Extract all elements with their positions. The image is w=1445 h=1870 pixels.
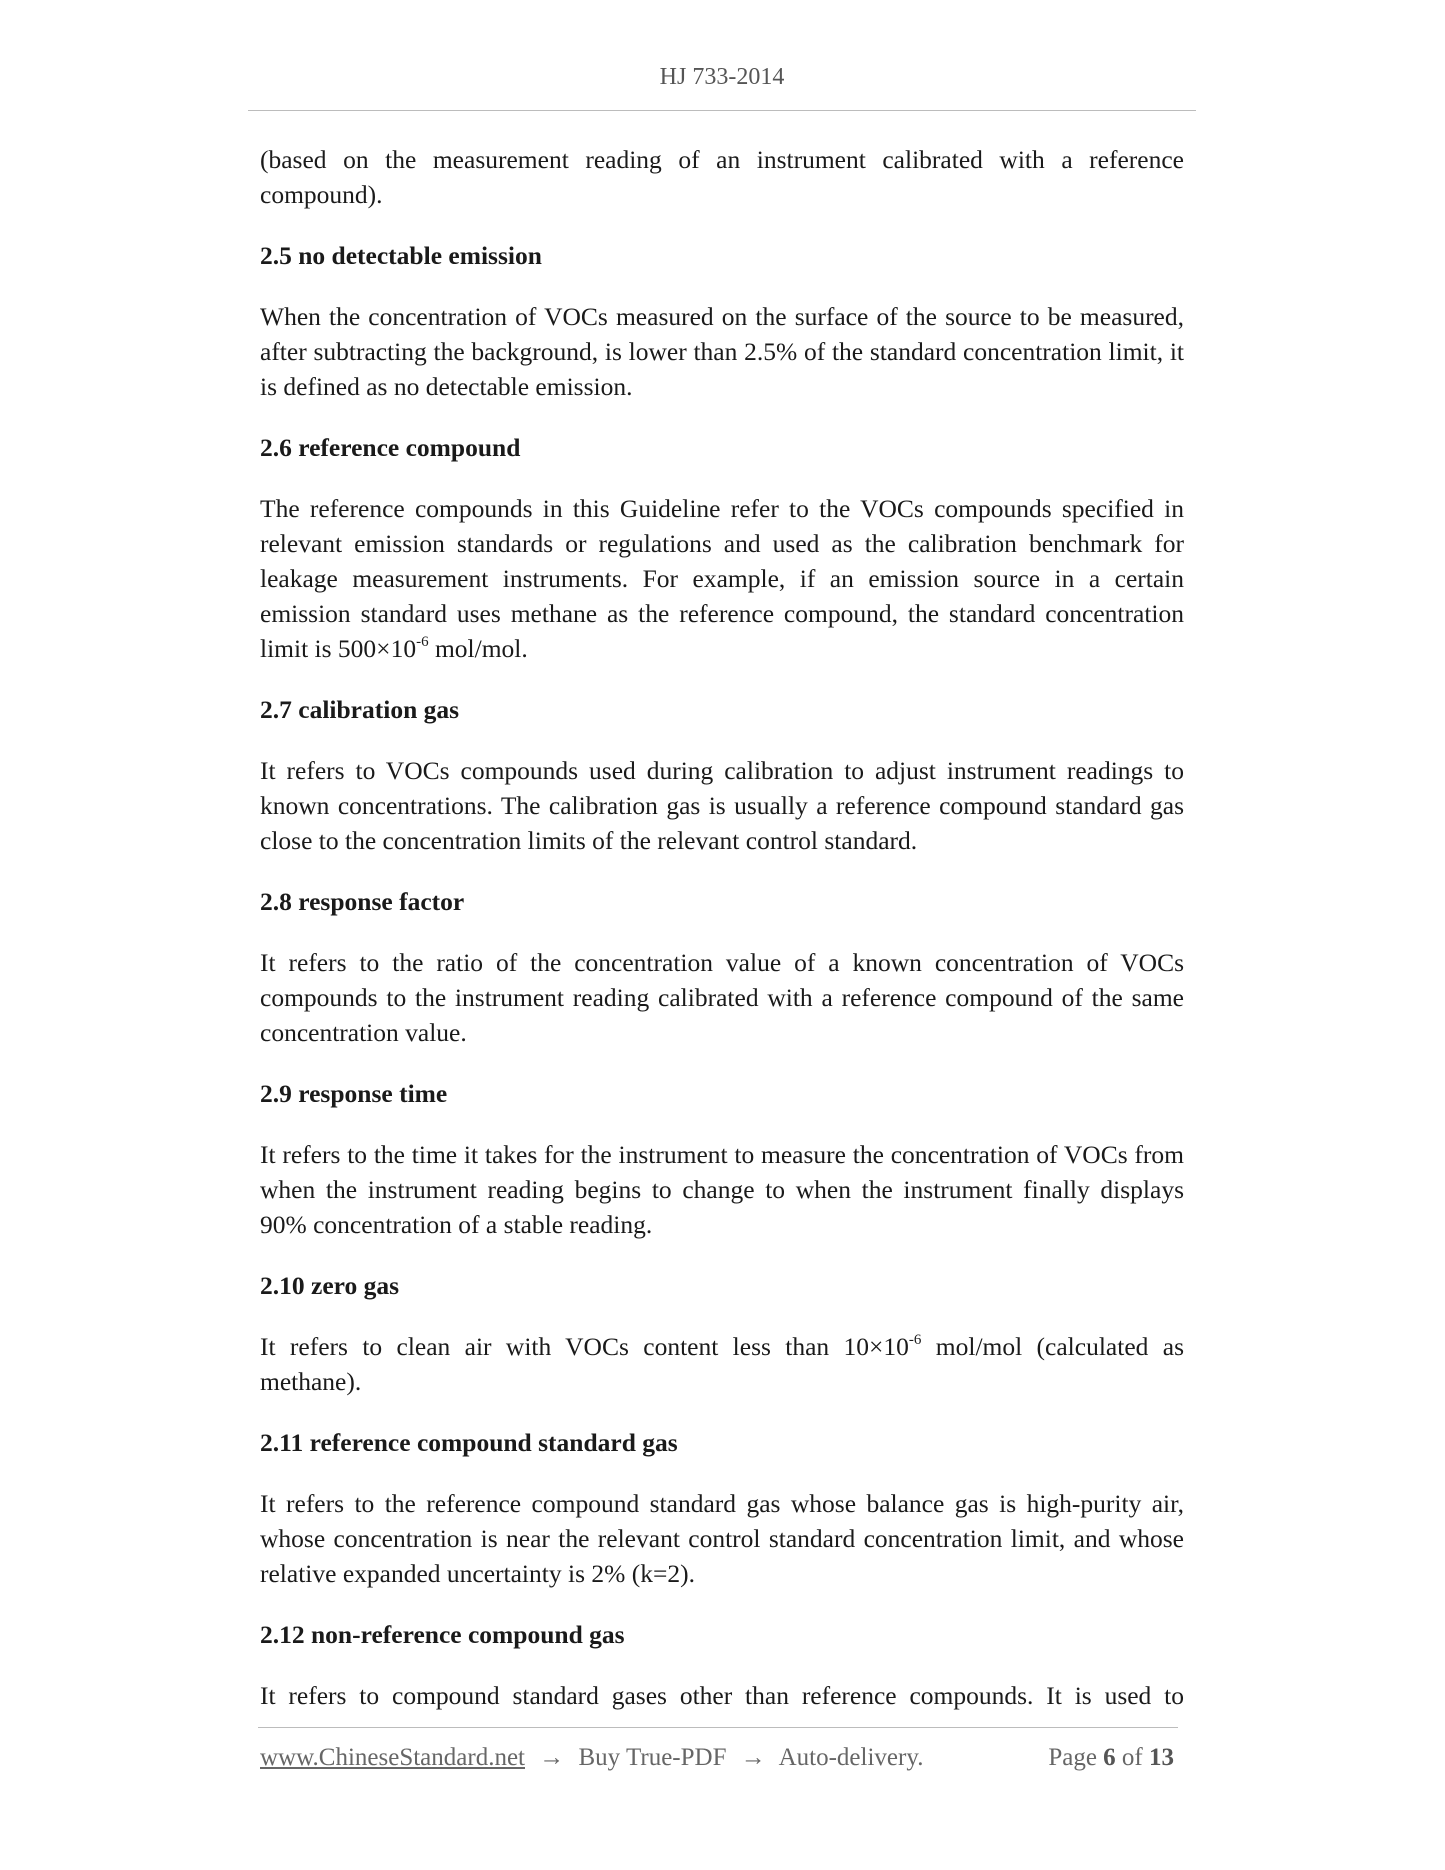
section-heading-2-10: 2.10 zero gas xyxy=(260,1271,400,1300)
page-footer xyxy=(260,1742,1174,1774)
auto-delivery-text: Auto-delivery. xyxy=(778,1744,924,1771)
header-divider xyxy=(248,110,1196,111)
footer-divider xyxy=(258,1727,1178,1728)
footer-promo xyxy=(260,1742,923,1774)
page-number xyxy=(1048,1742,1174,1774)
document-code: HJ 733-2014 xyxy=(659,64,785,90)
section-body-2-6-exponent: -6 xyxy=(416,634,429,650)
section-heading-2-8: 2.8 response factor xyxy=(260,887,465,916)
section-body-2-6-unit: mol/mol. xyxy=(428,634,528,663)
section-body-2-10-unit: mol/mol (calculated as methane). xyxy=(260,1332,1184,1396)
section-body-2-10 xyxy=(260,1329,1184,1399)
section-body-2-12: It refers to compound standard gases other than reference compounds. It is used to xyxy=(260,1681,1184,1710)
document-body xyxy=(260,142,1184,1713)
section-body-2-8: It refers to the ratio of the concentration value of a known concentration of VOCs compounds to the instrument reading calibrated with a reference compound of the same concentration value. xyxy=(260,948,1184,1047)
section-heading-2-5: 2.5 no detectable emission xyxy=(260,241,542,270)
section-body-2-7: It refers to VOCs compounds used during calibration to adjust instrument readings to known concentrations. The calibration gas is usually a reference compound standard gas close to the concentration limits of the relevant control standard. xyxy=(260,756,1184,855)
section-body-2-11: It refers to the reference compound standard gas whose balance gas is high-purity air, whose concentration is near the relevant control standard concentration limit, and whose relative expanded uncertainty is 2% (k=2). xyxy=(260,1489,1184,1588)
site-link[interactable]: www.ChineseStandard.net xyxy=(260,1744,525,1771)
arrow-right-icon: → xyxy=(539,1744,565,1771)
of-label: of xyxy=(1121,1744,1143,1771)
section-body-2-9: It refers to the time it takes for the instrument to measure the concentration of VOCs from when the instrument reading begins to change to when the instrument finally displays 90% concentration of a stable reading. xyxy=(260,1140,1184,1239)
page-current: 6 xyxy=(1103,1744,1116,1771)
page-label: Page xyxy=(1048,1744,1097,1771)
intro-paragraph: (based on the measurement reading of an instrument calibrated with a reference compound). xyxy=(260,145,1184,209)
buy-pdf-text: Buy True-PDF xyxy=(578,1744,727,1771)
section-body-2-5: When the concentration of VOCs measured on the surface of the source to be measured, after subtracting the background, is lower than 2.5% of the standard concentration limit, it is defined as no detectable emission. xyxy=(260,302,1184,401)
page-header xyxy=(248,64,1196,91)
page-total: 13 xyxy=(1149,1744,1174,1771)
section-heading-2-11: 2.11 reference compound standard gas xyxy=(260,1428,678,1457)
section-body-2-10-exponent: -6 xyxy=(908,1332,922,1348)
section-body-2-6-text: The reference compounds in this Guideline refer to the VOCs compounds specified in relevant emission standards or regulations and used as the calibration benchmark for leakage measurement instruments. For example, if an emission source in a certain emission standard uses methane as the reference compound, the standard concentration limit is 500×10 xyxy=(260,494,1184,663)
section-body-2-6 xyxy=(260,491,1184,666)
section-heading-2-12: 2.12 non-reference compound gas xyxy=(260,1620,625,1649)
section-heading-2-6: 2.6 reference compound xyxy=(260,433,521,462)
arrow-right-icon: → xyxy=(740,1744,766,1771)
section-heading-2-9: 2.9 response time xyxy=(260,1079,448,1108)
section-body-2-10-text: It refers to clean air with VOCs content less than 10×10 xyxy=(260,1332,909,1361)
section-heading-2-7: 2.7 calibration gas xyxy=(260,695,460,724)
